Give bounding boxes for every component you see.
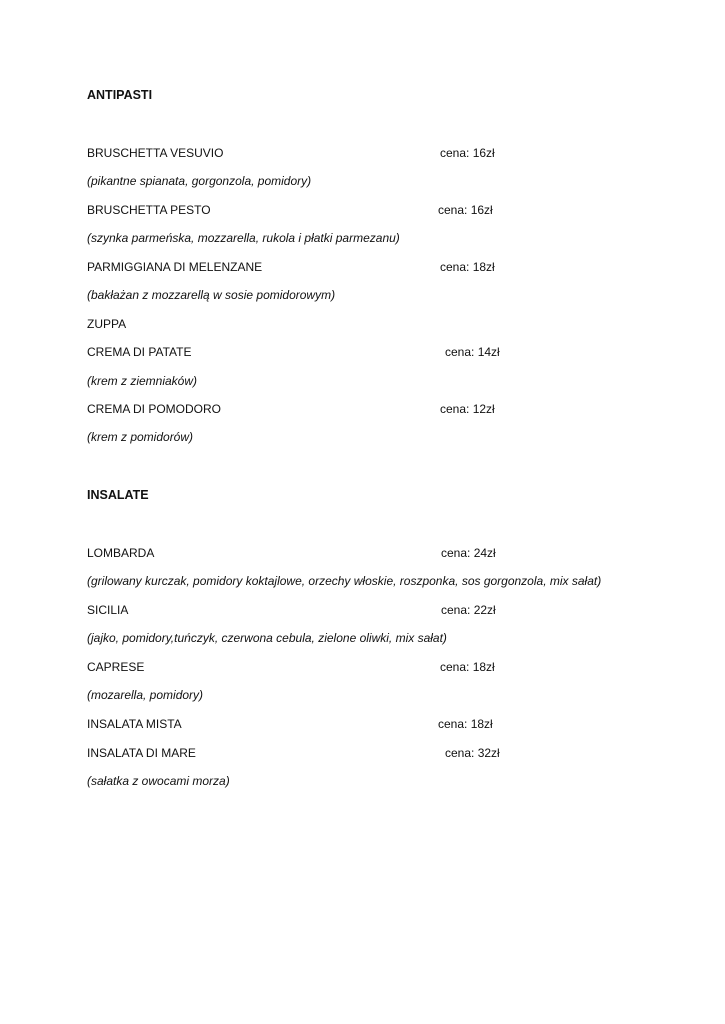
item-price-caprese: cena: 18zł	[440, 660, 495, 674]
item-desc-caprese: (mozarella, pomidory)	[87, 688, 204, 702]
item-name-sicilia: SICILIA	[87, 603, 129, 617]
item-price-crema-di-patate: cena: 14zł	[445, 345, 500, 359]
item-desc-bruschetta-vesuvio: (pikantne spianata, gorgonzola, pomidory)	[87, 174, 312, 188]
item-price-parmiggiana: cena: 18zł	[440, 260, 495, 274]
item-name-crema-di-patate: CREMA DI PATATE	[87, 345, 192, 359]
item-desc-sicilia: (jajko, pomidory,tuńczyk, czerwona cebula, zielone oliwki, mix sałat)	[87, 631, 447, 645]
item-desc-bruschetta-pesto: (szynka parmeńska, mozzarella, rukola i płatki parmezanu)	[87, 231, 400, 245]
item-desc-crema-di-pomodoro: (krem z pomidorów)	[87, 430, 194, 444]
item-desc-crema-di-patate: (krem z ziemniaków)	[87, 374, 198, 388]
item-desc-lombarda: (grilowany kurczak, pomidory koktajlowe, orzechy włoskie, roszponka, sos gorgonzola, mix sałat)	[87, 574, 602, 588]
section-heading-antipasti: ANTIPASTI	[87, 88, 153, 102]
item-name-lombarda: LOMBARDA	[87, 546, 155, 560]
item-price-insalata-di-mare: cena: 32zł	[445, 746, 500, 760]
item-price-lombarda: cena: 24zł	[441, 546, 496, 560]
item-name-insalata-di-mare: INSALATA DI MARE	[87, 746, 196, 760]
item-price-bruschetta-pesto: cena: 16zł	[438, 203, 493, 217]
item-name-bruschetta-pesto: BRUSCHETTA PESTO	[87, 203, 211, 217]
section-heading-insalate: INSALATE	[87, 488, 149, 502]
item-desc-parmiggiana: (bakłażan z mozzarellą w sosie pomidorowym)	[87, 288, 336, 302]
item-name-insalata-mista: INSALATA MISTA	[87, 717, 182, 731]
item-price-crema-di-pomodoro: cena: 12zł	[440, 402, 495, 416]
subsection-heading-zuppa: ZUPPA	[87, 317, 127, 331]
item-desc-insalata-di-mare: (sałatka z owocami morza)	[87, 774, 230, 788]
item-price-bruschetta-vesuvio: cena: 16zł	[440, 146, 495, 160]
item-name-crema-di-pomodoro: CREMA DI POMODORO	[87, 402, 222, 416]
item-price-sicilia: cena: 22zł	[441, 603, 496, 617]
item-name-parmiggiana: PARMIGGIANA DI MELENZANE	[87, 260, 263, 274]
item-name-bruschetta-vesuvio: BRUSCHETTA VESUVIO	[87, 146, 224, 160]
item-price-insalata-mista: cena: 18zł	[438, 717, 493, 731]
item-name-caprese: CAPRESE	[87, 660, 145, 674]
